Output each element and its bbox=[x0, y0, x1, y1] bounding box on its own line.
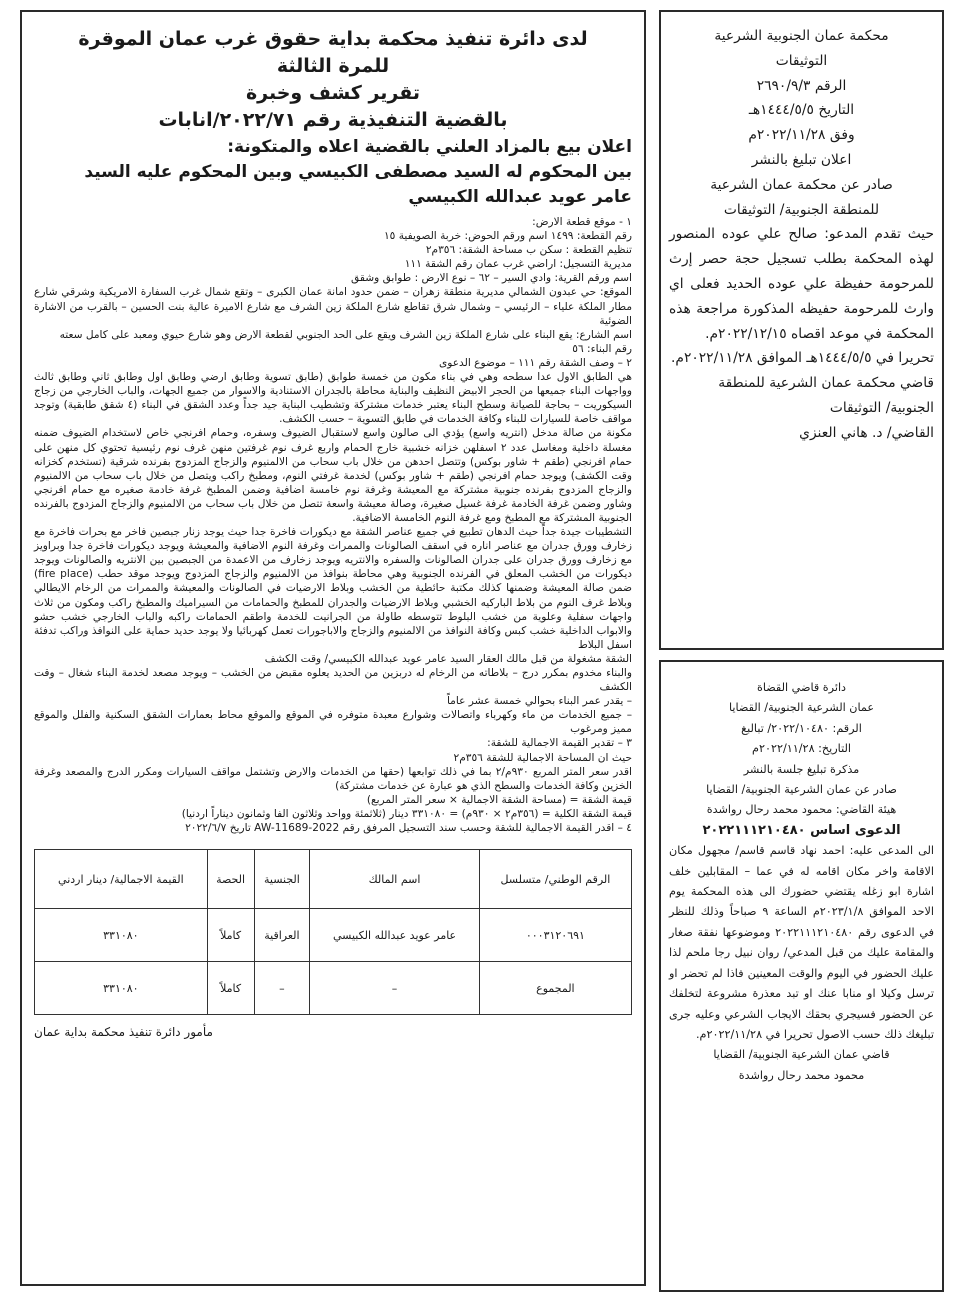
cell: العراقية bbox=[254, 909, 310, 962]
notice2-header: التاريخ: ٢٠٢٢/١١/٢٨م bbox=[752, 742, 851, 756]
notice1-line: التاريخ ١٤٤٤/٥/٥هـ bbox=[748, 102, 855, 119]
body-line: رقم البناء: ٥٦ bbox=[572, 342, 632, 355]
table-header-row bbox=[35, 850, 632, 909]
heading-court: لدى دائرة تنفيذ محكمة بداية حقوق غرب عمان الموقرة bbox=[78, 28, 588, 50]
notice1-line: التوثيقات bbox=[775, 52, 828, 69]
subheading-3: عامر عويد عبدالله الكبيسي bbox=[408, 187, 632, 207]
notice2-header: عمان الشرعية الجنوبية/ القضايا bbox=[728, 701, 875, 715]
footer-signature: مأمور دائرة تنفيذ محكمة بداية عمان bbox=[34, 1025, 213, 1040]
body-line: ٣ – تقدير القيمة الاجمالية للشقة: bbox=[487, 737, 632, 750]
notice1-line: الرقم ٢٦٩٠/٩/٣ bbox=[756, 77, 847, 94]
notice1-line: للمنطقة الجنوبية/ التوثيقات bbox=[723, 201, 880, 218]
cell: ٣٣١٠٨٠ bbox=[35, 962, 208, 1015]
session-notice bbox=[659, 660, 944, 1292]
heading-round: للمرة الثالثة bbox=[276, 55, 390, 77]
notice1-signature: قاضي محكمة عمان الشرعية للمنطقة bbox=[718, 375, 934, 392]
ownership-table bbox=[34, 849, 632, 1015]
header-nationality: الجنسية bbox=[254, 850, 310, 909]
cell: – bbox=[310, 962, 479, 1015]
subheading-2: بين المحكوم له السيد مصطفى الكبيسي وبين المحكوم عليه السيد bbox=[84, 162, 632, 182]
body-line: حيث ان المساحة الاجمالية للشقة ٣٥٦م٢ bbox=[453, 751, 632, 764]
body-line: قيمة الشقة الكلية = (٣٥٦م٢ × ٩٣٠م) = ٣٣١٠٨٠ دينار (ثلاثمئة وواحد وثلاثون الفا وثمانون ديناراً اردنيا) bbox=[181, 807, 632, 820]
body-line: اسم ورقم القرية: وادي السير – ٦٢ – نوع الارض : طوابق وشقق bbox=[351, 272, 632, 285]
body-line: ٤ – اقدر القيمة الاجمالية للشقة وحسب سند التسجيل المرفق رقم 2022-AW-11689 تاريخ ٢٠٢٢/٦/٧ bbox=[185, 822, 632, 835]
heading-case: بالقضية التنفيذية رقم ٢٠٢٢/٧١/انابات bbox=[158, 109, 508, 131]
body-line: مكونة من صالة مدخل (انتريه واسع) يؤدي الى صالون واسع لاستقبال الضيوف وسفره، وحمام افرنجي خاص لاستخدام الضيوف ضمنه مغسلة داخلية ومغاسل عدد ٢ اسفلهن خزانه خشبية خارج الحمام واربع غرف نوم غرفتين منهن غرف نوم رئيسية تحتوي كل منهن على حمام افرنجي (طقم + شاور بوكس) وتتصل احدهن من خلال باب سحاب من الالمنيوم والزجاج المزدوج بفرنده شرقية (تستخدم كخزانه وقت الكشف) ويوجد حمام افرنجي (طقم + شاور بوكس) لخدمة غرفتي النوم، ومطبخ راكب ويتصل من خلال باب سحاب من الالمنيوم والزجاج المزدوج بفرنده جنوبية مشتركة مع المعيشة وغرفة نوم خامسة اضافية وضمن المطبخ غرفة خادمة صغيره مع حمام افرنجي وشاور وضمن غرفة الخادمة غرفة غسيل صغيرة، وصالة معيشة واسعة تتصل من خلال باب سحاب من الالمنيوم والزجاج المزدوج بالفرنده الجنوبية المشتركة مع المطبخ ومع غرفة النوم الخامسة الاضافية. bbox=[34, 427, 632, 524]
cell: ٠٠٠٣١٢٠٦٩١ bbox=[479, 909, 631, 962]
table-row bbox=[35, 909, 632, 962]
header-total-value: القيمة الاجمالية/ دينار اردني bbox=[35, 850, 208, 909]
body-line: تنظيم القطعة : سكن ب مساحة الشقة: ٣٥٦م٢ bbox=[425, 244, 632, 257]
notice2-header: هيئة القاضي: محمود محمد رحال رواشدة bbox=[706, 803, 897, 817]
notice1-line: اعلان تبليغ بالنشر bbox=[751, 151, 852, 168]
report-body bbox=[34, 215, 632, 835]
notice2-header: دائرة قاضي القضاة bbox=[756, 681, 847, 694]
body-line: – جميع الخدمات من ماء وكهرباء واتصالات وشوارع معبدة متوفره في الموقع والموقع محاط بعمارات الشقق السكنية والفلل والموقع مميز ومرغوب bbox=[34, 709, 632, 736]
body-line: الشقة مشغولة من قبل مالك العقار السيد عامر عويد عبدالله الكبيسي/ وقت الكشف bbox=[264, 652, 632, 665]
body-line: التشطيبات جيدة جداً حيث الدهان تطبيع في جميع عناصر الشقة مع ديكورات فاخرة جدا حيث يوجد زنار جبصين فاخر مع بحرات فاخرة مع زخارف وورق جدران مع عناصر اناره في اسقف الصالونات والممرات وغرفة النوم الاضافية والمعيشة ويوجد ديكورات فاخرة جدا وبراويز مع زخارف وورق جدران على جدران الصالونات والسفره والانتريه ويوجد زخارف من الاعمدة من الجبصين بين الانتريه والصالونات ويوجد ديكورات من الخشب المعلق في الفرنده الجنوبية وهي محاطة بنوافذ من الالمنيوم والزجاج المزدوج ويوجد موقد حطب (fire place) ضمن صالة المعيشة وضمنها كذلك مكتبة حائطية من الخشب وبلاط الارضيات في الصالونات والمعيشة والممرات من الرخام الايطالي وبلاط غرف النوم من بلاط الباركيه الخشبي وبلاط الارضيات والجدران للمطبخ والحمامات من السيراميك والمطبخ راكب ومكون من ثلاث واجهات سفلية وعلوية من خشب البلوط تتوسطه طاولة من الجرانيت للخدمة واطقم الحمامات راكبه والباب الخارجي خشب حشو والابواب الداخلية خشب كبس وكافة النوافذ من الالمنيوم والزجاج والاباجورات تعمل كهربائيا ولا يوجد حديد حماية على النوافذ وراكب تدفئة اسفل البلاط bbox=[34, 526, 632, 651]
body-line: اسم الشارع: يقع البناء على شارع الملكة زين الشرف ويقع على الحد الجنوبي لقطعة الارض وهو شارع حيوي ومعبد على كامل سعته bbox=[59, 328, 632, 341]
notice1-line: صادر عن محكمة عمان الشرعية bbox=[710, 176, 893, 193]
cell: عامر عويد عبدالله الكبيسي bbox=[310, 909, 479, 962]
heading-report: تقرير كشف وخبرة bbox=[245, 82, 421, 104]
notice1-dated: تحريرا في ١٤٤٤/٥/٥هـ الموافق ٢٠٢٢/١١/٢٨م. bbox=[671, 350, 934, 367]
notice1-line: وفق ٢٠٢٢/١١/٢٨م bbox=[748, 127, 855, 144]
body-line: مديرية التسجيل: اراضي غرب عمان رقم الشقة ١١١ bbox=[404, 258, 632, 271]
cell: ٣٣١٠٨٠ bbox=[35, 909, 208, 962]
notice2-signature: قاضي عمان الشرعية الجنوبية/ القضايا bbox=[713, 1048, 890, 1062]
notice2-header: مذكرة تبليغ جلسة بالنشر bbox=[743, 762, 860, 776]
notice1-signature: الجنوبية/ التوثيقات bbox=[829, 399, 934, 416]
header-national-id: الرقم الوطني/ متسلسل bbox=[479, 850, 631, 909]
body-line: قيمة الشقة = (مساحة الشقة الاجمالية × سعر المتر المربع) bbox=[366, 793, 632, 806]
header-share: الحصة bbox=[207, 850, 254, 909]
notice1-signature: القاضي/ د. هاني العنزي bbox=[799, 424, 934, 441]
body-line: ١ - موقع قطعة الارض: bbox=[532, 216, 632, 228]
header-owner-name: اسم المالك bbox=[310, 850, 479, 909]
body-line: – يقدر عمر البناء بحوالي خمسة عشر عاماً bbox=[446, 695, 632, 708]
cell: كاملاً bbox=[207, 962, 254, 1015]
cell: المجموع bbox=[479, 962, 631, 1015]
notice1-body: حيث تقدم المدعو: صالح علي عوده المنصور لهذه المحكمة بطلب تسجيل حجة حصر إرث للمرحومة حفيظة علي عوده الحديد فعلى اي وارث للمرحومة حفيظه المذكورة مراجعة هذه المحكمة في موعد اقصاه ٢٠٢٢/١٢/١٥م. bbox=[669, 226, 934, 342]
notice2-header: صادر عن عمان الشرعية الجنوبية/ القضايا bbox=[706, 783, 897, 797]
cell: – bbox=[254, 962, 310, 1015]
notice2-case: الدعوى اساس ٢٠٢٢١١١٢١٠٤٨٠ bbox=[702, 822, 901, 838]
body-line: والبناء مخدوم بمكرر درج – بلاطاته من الرخام له دربزين من الحديد يعلوه مقبض من الخشب – ويوجد مصعد لخدمة البناء شغال – وقت الكشف bbox=[34, 667, 632, 694]
subheadings bbox=[34, 136, 632, 209]
notice2-header: الرقم: ٢٠٢٢/١٠٤٨٠/ تبالبغ bbox=[741, 721, 862, 735]
subheading-1: اعلان بيع بالمزاد العلني بالقضية اعلاه والمتكونة: bbox=[227, 137, 632, 157]
body-line: اقدر سعر المتر المربع ٩٣٠م/٢ بما في ذلك توابعها (حقها من الخدمات والارض وتشتمل مواقف السيارات ومكرر الدرج والمصعد وغرفة الخزين وكافة الخدمات والسطح الذي هو عبارة عن خدمات مشتركة) bbox=[34, 765, 632, 792]
sale-notice-column bbox=[20, 10, 646, 1286]
headings bbox=[34, 26, 632, 134]
cell: كاملاً bbox=[207, 909, 254, 962]
notice2-body: الى المدعى عليه: احمد نهاد قاسم قاسم/ مجهول مكان الاقامة واخر مكان اقامه له في عما – المقابلين خلف اشارة ابو زغله يقتضي حضورك الى هذه المحكمة يوم الاحد الموافق ٢٠٢٣/١/٨م الساعة ٩ صباحاً وذلك للنظر في الدعوى رقم ٢٠٢٢١١١٢١٠٤٨٠ وموضوعها نفقة صغار والمقامة عليك من قبل المدعي/ روان نبيل رجا ملحم لذا عليك الحضور في اليوم والوقت المعينين فاذا لم تحضر او ترسل وكيلا او منابا عنك او تبد معذرة مشروعة لتخلفك عن الحضور فسيجري بحقك الايجاب الشرعي وعليه جرى تبليغك ذلك حسب الاصول تحريرا في ٢٠٢٢/١١/٢٨م. bbox=[669, 844, 934, 1041]
table-row-total bbox=[35, 962, 632, 1015]
body-line: ٢ – وصف الشقة رقم ١١١ – موضوع الدعوى bbox=[438, 356, 632, 369]
inheritance-notice bbox=[659, 10, 944, 650]
body-line: هي الطابق الاول عدا سطحه وهي في بناء مكون من خمسة طوابق (طابق تسوية وطابق ارضي وطابق اول وطابق ثاني وطابق ثالث وواجهات البناء جميعها من الحجر الابيض النظيف والبناية محاطة بالجدران الاستنادية والاسوار من جميع الجهات، والباب الخارجي من زجاج السيكوريت – بحاجة للصيانة وسطح البناء يعتبر خدمات مشتركة وتشطيب البناية جيد جداً وعدد الشقق في البناء (٤ شقق طابقية) وتوجد مواقف خاصة للسيارات للبناء وكافة الخدمات في طابق التسوية – حسب الكشف. bbox=[34, 371, 632, 426]
body-line: الموقع: حي عبدون الشمالي مديرية منطقة زهران – ضمن حدود امانة عمان الكبرى – وتقع شمال غرب السفارة الامريكية وشرقي شارع مطار الملكة علياء – الرئيسي – وشمال شرق تقاطع شارع الملكة زين الشرف مع شارع الاميرة عالية بنت الحسين – بالقرب من الاشارة الضوئية bbox=[34, 286, 632, 327]
notice2-signature: محمود محمد رحال رواشدة bbox=[738, 1068, 865, 1082]
body-line: رقم القطعة: ١٤٩٩ اسم ورقم الحوض: خربة الصويفية ١٥ bbox=[383, 230, 632, 243]
notice1-line: محكمة عمان الجنوبية الشرعية bbox=[714, 28, 889, 44]
